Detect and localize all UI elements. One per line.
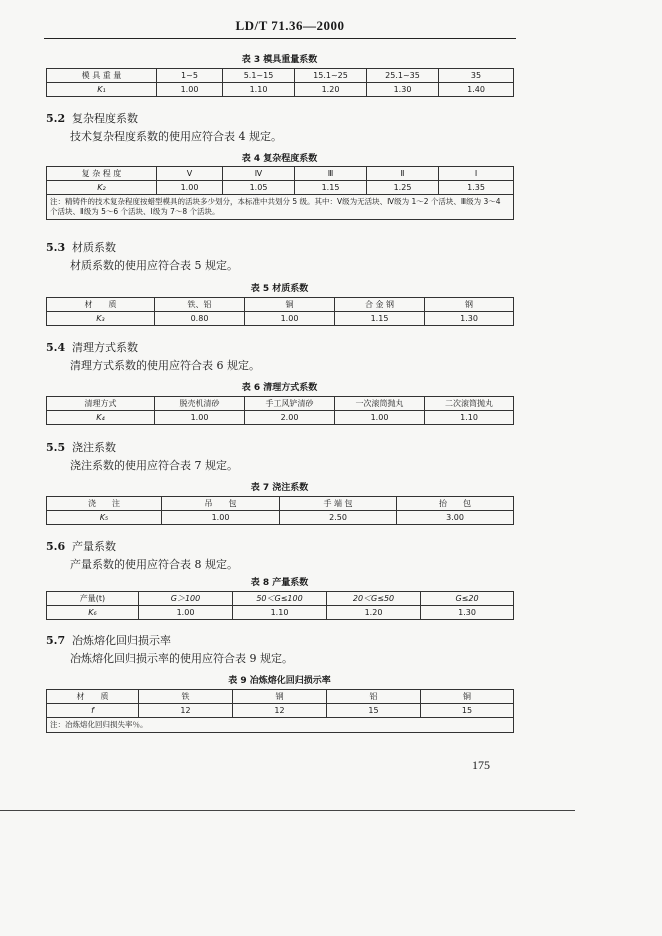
table-cell: 复 杂 程 度 xyxy=(47,167,157,181)
table-row xyxy=(47,181,514,195)
table-cell: 1.00 xyxy=(157,181,223,195)
table-cell: Ⅲ xyxy=(295,167,367,181)
section-title: 清理方式系数 xyxy=(72,341,138,354)
table-cell: 15 xyxy=(421,704,514,718)
table-cell: 清理方式 xyxy=(47,397,155,411)
table-cell: 5.1~15 xyxy=(223,69,295,83)
table-cell: 1.00 xyxy=(335,411,425,425)
section-number: 5.5 xyxy=(46,441,66,454)
table-cell: 铜 xyxy=(421,690,514,704)
table-cell: Ⅱ xyxy=(367,167,439,181)
table-cell: 二次滚筒抛丸 xyxy=(425,397,514,411)
table-cell: Ⅳ xyxy=(223,167,295,181)
table-cell: 0.80 xyxy=(155,312,245,326)
table-cell: 35 xyxy=(439,69,514,83)
table6-caption: 表 6 清理方式系数 xyxy=(241,383,318,393)
table-cell: 脱壳机清砂 xyxy=(155,397,245,411)
table-cell: 1.30 xyxy=(367,83,439,97)
table-cell: 手工风铲清砂 xyxy=(245,397,335,411)
table-cell: 1.00 xyxy=(162,511,280,525)
page-bottom-rule xyxy=(0,810,575,811)
table-cell: Ⅴ xyxy=(157,167,223,181)
table4-caption: 表 4 复杂程度系数 xyxy=(241,154,318,164)
section-5-5-paragraph: 浇注系数的使用应符合表 7 规定。 xyxy=(70,459,238,472)
table5-caption: 表 5 材质系数 xyxy=(250,284,309,294)
table-row xyxy=(47,312,514,326)
table7-pouring-coefficient xyxy=(46,496,514,525)
table-row xyxy=(47,497,514,511)
table3-caption: 表 3 模具重量系数 xyxy=(241,55,318,65)
table-cell: 1.20 xyxy=(327,606,421,620)
table-cell: 1.00 xyxy=(157,83,223,97)
header-rule xyxy=(44,38,516,39)
table-cell: 12 xyxy=(233,704,327,718)
table-cell: 1.20 xyxy=(295,83,367,97)
table-cell: 1.15 xyxy=(295,181,367,195)
table7-caption: 表 7 浇注系数 xyxy=(250,483,309,493)
table-cell: 12 xyxy=(139,704,233,718)
table-cell: 1~5 xyxy=(157,69,223,83)
section-5-6-paragraph: 产量系数的使用应符合表 8 规定。 xyxy=(70,558,238,571)
table-cell: 铁、铝 xyxy=(155,298,245,312)
table-cell: 1.35 xyxy=(439,181,514,195)
table-row xyxy=(47,606,514,620)
table-cell: K₁ xyxy=(47,83,157,97)
table-row xyxy=(47,411,514,425)
table-cell: 材 质 xyxy=(47,690,139,704)
table-cell: 产量(t) xyxy=(47,592,139,606)
table6-cleaning-method-coefficient xyxy=(46,396,514,425)
section-5-4-heading xyxy=(46,339,138,355)
table-cell: 一次滚筒抛丸 xyxy=(335,397,425,411)
section-number: 5.3 xyxy=(46,241,66,254)
section-number: 5.6 xyxy=(46,540,66,553)
table-row xyxy=(47,298,514,312)
table-cell: 铜 xyxy=(245,298,335,312)
table-cell: K₆ xyxy=(47,606,139,620)
table-cell: 1.00 xyxy=(139,606,233,620)
table-cell: K₄ xyxy=(47,411,155,425)
table5-material-coefficient xyxy=(46,297,514,326)
table-cell: 1.40 xyxy=(439,83,514,97)
table-cell: 1.00 xyxy=(245,312,335,326)
table-cell: G＞100 xyxy=(139,592,233,606)
table9-note: 注：冶炼熔化回归损失率％。 xyxy=(47,718,514,733)
table-cell: 3.00 xyxy=(397,511,514,525)
table4-complexity-coefficient xyxy=(46,166,514,220)
table-cell: K₂ xyxy=(47,181,157,195)
table-cell: 1.30 xyxy=(425,312,514,326)
table-cell: 15.1~25 xyxy=(295,69,367,83)
document-code-header: LD/T 71.36—2000 xyxy=(235,18,345,33)
table-cell: f xyxy=(47,704,139,718)
table-cell: 25.1~35 xyxy=(367,69,439,83)
table-cell: 钢 xyxy=(233,690,327,704)
table8-caption: 表 8 产量系数 xyxy=(250,578,309,588)
section-number: 5.2 xyxy=(46,112,66,125)
section-title: 产量系数 xyxy=(72,540,116,553)
page-number: 175 xyxy=(472,758,490,772)
table-cell: G≤20 xyxy=(421,592,514,606)
table-cell: 2.50 xyxy=(280,511,397,525)
table-cell: 浇 注 xyxy=(47,497,162,511)
table9-smelting-loss-rate xyxy=(46,689,514,733)
table-cell: 1.10 xyxy=(425,411,514,425)
table-cell: 合 金 钢 xyxy=(335,298,425,312)
table-row xyxy=(47,69,514,83)
table8-output-coefficient xyxy=(46,591,514,620)
section-5-7-heading xyxy=(46,632,171,648)
table-cell: 1.00 xyxy=(155,411,245,425)
table-cell: 50＜G≤100 xyxy=(233,592,327,606)
table-cell: 手 端 包 xyxy=(280,497,397,511)
table-row xyxy=(47,167,514,181)
section-title: 浇注系数 xyxy=(72,441,116,454)
table-cell: K₃ xyxy=(47,312,155,326)
section-5-6-heading xyxy=(46,538,116,554)
section-number: 5.4 xyxy=(46,341,66,354)
table-row xyxy=(47,690,514,704)
section-title: 复杂程度系数 xyxy=(72,112,138,125)
table-cell: 模 具 重 量 xyxy=(47,69,157,83)
table-cell: 抬 包 xyxy=(397,497,514,511)
table-row xyxy=(47,195,514,220)
table9-caption: 表 9 冶炼熔化回归损示率 xyxy=(228,676,331,686)
table-cell: 1.10 xyxy=(223,83,295,97)
section-title: 冶炼熔化回归损示率 xyxy=(72,634,171,647)
section-5-7-paragraph: 冶炼熔化回归损示率的使用应符合表 9 规定。 xyxy=(70,652,293,665)
table-cell: 铝 xyxy=(327,690,421,704)
table-cell: 1.25 xyxy=(367,181,439,195)
section-5-5-heading xyxy=(46,439,116,455)
section-5-3-heading xyxy=(46,239,116,255)
table-row xyxy=(47,83,514,97)
table-cell: 2.00 xyxy=(245,411,335,425)
section-title: 材质系数 xyxy=(72,241,116,254)
table-row xyxy=(47,397,514,411)
table-row xyxy=(47,592,514,606)
table-cell: 钢 xyxy=(425,298,514,312)
table-cell: 15 xyxy=(327,704,421,718)
table-cell: 1.15 xyxy=(335,312,425,326)
section-5-3-paragraph: 材质系数的使用应符合表 5 规定。 xyxy=(70,259,238,272)
section-5-4-paragraph: 清理方式系数的使用应符合表 6 规定。 xyxy=(70,359,260,372)
table3-mold-weight-coefficient xyxy=(46,68,514,97)
table-cell: 1.05 xyxy=(223,181,295,195)
table-cell: 材 质 xyxy=(47,298,155,312)
table-cell: 1.10 xyxy=(233,606,327,620)
table4-note: 注：精铸件的技术复杂程度按蜡型模具的活块多少划分，本标准中共划分 5 级。其中：Ⅴ级为无活块、Ⅳ级为 1～2 个活块、Ⅲ级为 3～4 个活块、Ⅱ级为 5～6 个活块、Ⅰ级为 7～8 个活块。 xyxy=(47,195,514,220)
table-cell: 吊 包 xyxy=(162,497,280,511)
table-row xyxy=(47,704,514,718)
section-5-2-heading xyxy=(46,110,138,126)
table-cell: 铁 xyxy=(139,690,233,704)
table-cell: K₅ xyxy=(47,511,162,525)
section-number: 5.7 xyxy=(46,634,66,647)
table-cell: Ⅰ xyxy=(439,167,514,181)
table-cell: 1.30 xyxy=(421,606,514,620)
table-row xyxy=(47,511,514,525)
table-row xyxy=(47,718,514,733)
table-cell: 20＜G≤50 xyxy=(327,592,421,606)
section-5-2-paragraph: 技术复杂程度系数的使用应符合表 4 规定。 xyxy=(70,130,282,143)
